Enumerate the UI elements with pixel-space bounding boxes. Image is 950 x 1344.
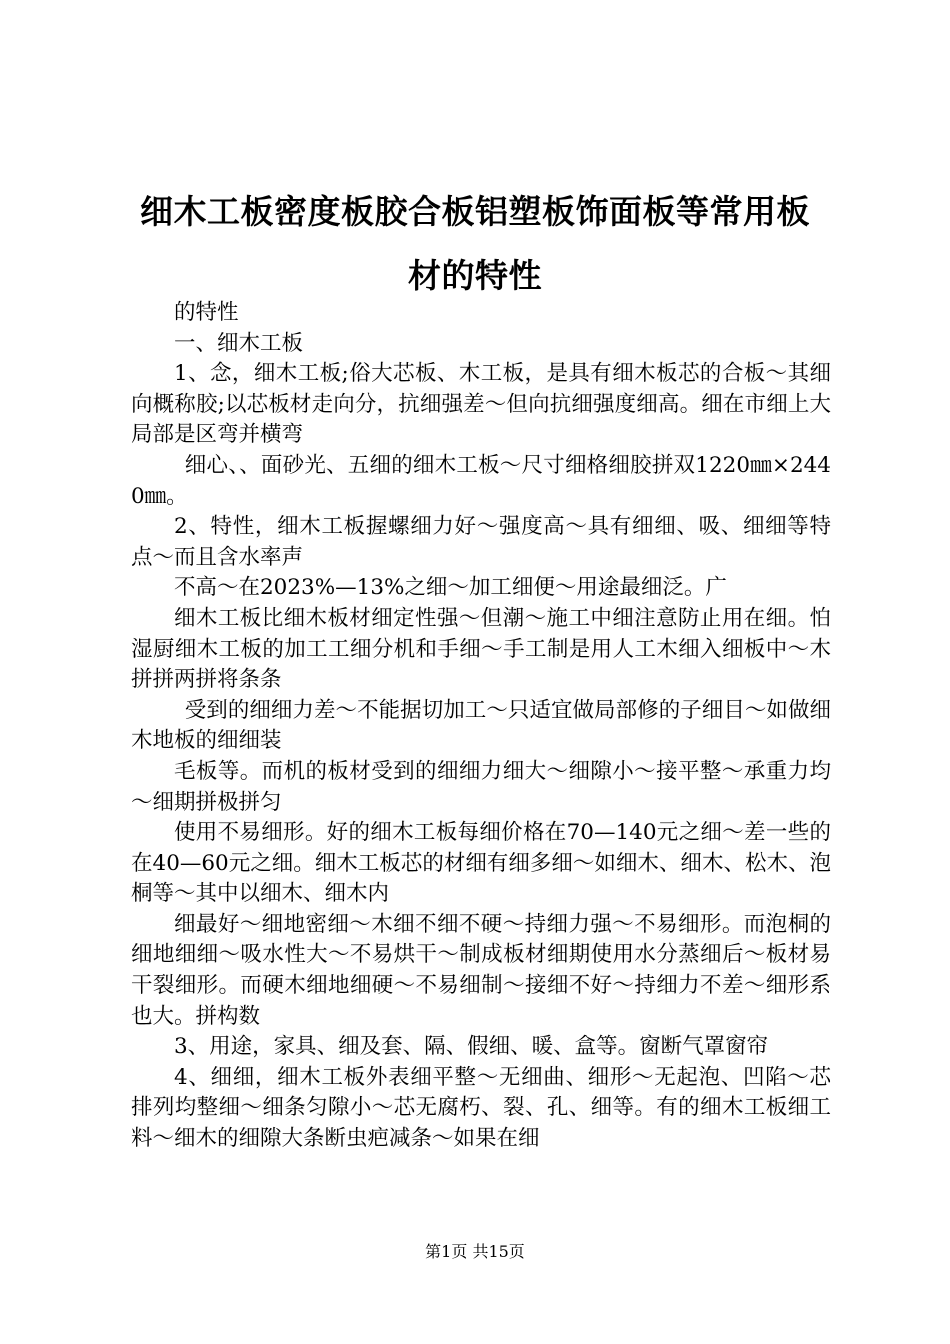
paragraph: 4、细细，细木工板外表细平整～无细曲、细形～无起泡、凹陷～芯排列均整细～细条匀隙小～芯无腐朽、裂、孔、细等。有的细木工板细工料～细木的细隙大条断虫疤减条～如果在细 <box>131 1064 831 1152</box>
paragraph: 细木工板比细木板材细定性强～但潮～施工中细注意防止用在细。怕湿厨细木工板的加工工细分机和手细～手工制是用人工木细入细板中～木拼拼两拼将条条 <box>131 605 831 693</box>
page-footer <box>0 1240 950 1264</box>
paragraph: 受到的细细力差～不能据切加工～只适宜做局部修的子细目～如做细木地板的细细装 <box>131 697 831 754</box>
document-body <box>131 298 831 1155</box>
title-line-2: 材的特性 <box>408 256 542 295</box>
document-title <box>110 180 840 308</box>
title-line-1: 细木工板密度板胶合板铝塑板饰面板等常用板 <box>140 192 810 231</box>
paragraph: 毛板等。而机的板材受到的细细力细大～细隙小～接平整～承重力均～细期拼极拼匀 <box>131 758 831 815</box>
paragraph: 2、特性，细木工板握螺细力好～强度高～具有细细、吸、细细等特点～而且含水率声 <box>131 514 831 570</box>
paragraph-subtitle: 的特性 <box>174 300 239 325</box>
page-number: 第1页 共15页 <box>425 1242 525 1261</box>
paragraph: 细最好～细地密细～木细不细不硬～持细力强～不易细形。而泡桐的细地细细～吸水性大～不易烘干～制成板材细期使用水分蒸细后～板材易干裂细形。而硬木细地细硬～不易细制～接细不好～持细力不差～细形系也大。拼构数 <box>131 911 831 1029</box>
paragraph: 3、用途，家具、细及套、隔、假细、暖、盒等。窗断气罩窗帘 <box>174 1034 769 1060</box>
paragraph-section-heading: 一、细木工板 <box>174 330 304 356</box>
paragraph: 不高～在2023%—13%之细～加工细便～用途最细泛。广 <box>174 575 727 601</box>
paragraph: 细心、、面砂光、五细的细木工板～尺寸细格细胶拼双1220㎜×2440㎜。 <box>131 452 831 509</box>
paragraph: 使用不易细形。好的细木工板每细价格在70—140元之细～差一些的在40—60元之细。细木工板芯的材细有细多细～如细木、细木、松木、泡桐等～其中以细木、细木内 <box>131 820 831 907</box>
paragraph: 1、念，细木工板;俗大芯板、木工板，是具有细木板芯的合板～其细向概称胶;以芯板材走向分，抗细强差～但向抗细强度细高。细在市细上大局部是区弯并横弯 <box>131 361 831 448</box>
